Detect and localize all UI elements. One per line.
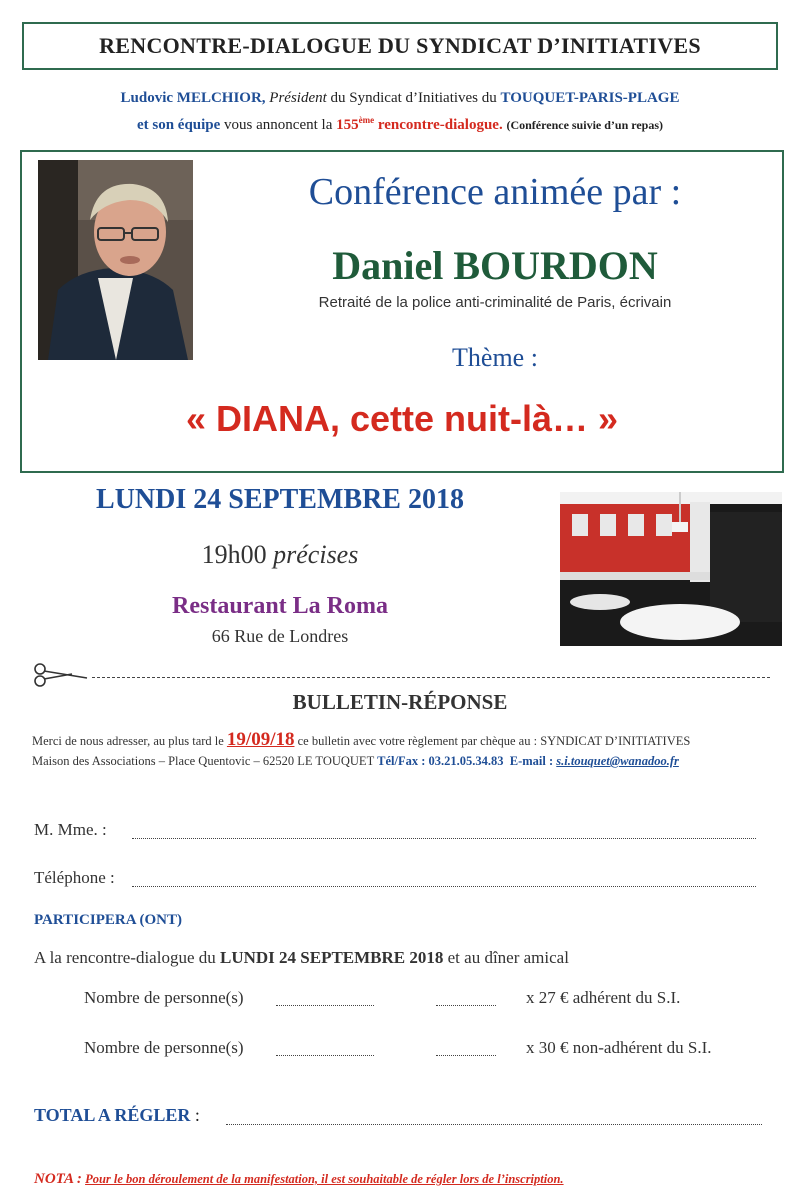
speaker-description: Retraité de la police anti-criminalité de Paris, écrivain [318,294,672,311]
row2-count-field[interactable] [276,1055,374,1056]
participation-line [34,948,569,968]
intro-mid: du Syndicat d’Initiatives du [330,90,497,106]
event-time: 19h00 [201,540,267,569]
name-label: M. Mme. : [34,820,107,839]
conference-heading: Conférence animée par : [308,171,682,213]
name-field[interactable] [132,838,756,839]
edition-number: 155 [336,117,359,133]
nota-text: Pour le bon déroulement de la manifestation, il est souhaitable de régler lors de l’inscription. [85,1172,564,1186]
header-title: RENCONTRE-DIALOGUE DU SYNDICAT D’INITIATIVES [99,33,701,58]
event-time-line [40,540,520,570]
row1-count-field[interactable] [276,1005,374,1006]
place-name: TOUQUET-PARIS-PLAGE [500,90,680,106]
theme-title: « DIANA, cette nuit-là… » [185,398,619,439]
participation-heading: PARTICIPERA (ONT) [34,912,182,928]
participation-date: LUNDI 24 SEPTEMBRE 2018 [220,948,444,967]
bulletin-line-2 [32,752,792,770]
bulletin-address: Maison des Associations – Place Quentovic – 62520 LE TOUQUET [32,754,374,768]
president-role: Président [269,90,327,106]
intro-mid-2: vous annoncent la [224,117,333,133]
team-text: et son équipe [136,117,221,133]
intro-line-1 [0,88,800,109]
bulletin-pre: Merci de nous adresser, au plus tard le [32,734,224,748]
email-label: E-mail : [509,754,554,768]
total-label: TOTAL A RÉGLER [34,1105,191,1125]
row2-amount-field[interactable] [436,1055,496,1056]
event-date: LUNDI 24 SEPTEMBRE 2018 [96,484,464,515]
row2-price: x 30 € non-adhérent du S.I. [526,1038,712,1057]
deadline-date: 19/09/18 [226,729,295,750]
restaurant-photo [560,492,782,646]
speaker-photo [38,160,193,360]
row1-label: Nombre de personne(s) [84,988,244,1007]
participation-post: et au dîner amical [447,948,569,967]
theme-label: Thème : [452,343,538,372]
phone-number: 03.21.05.34.83 [428,754,504,768]
row1-amount-field[interactable] [436,1005,496,1006]
header-banner [22,22,778,70]
venue-name: Restaurant La Roma [172,593,388,619]
total-field[interactable] [226,1124,762,1125]
total-line [34,1105,200,1126]
speaker-name: Daniel BOURDON [332,243,658,288]
bulletin-line-1 [32,730,792,751]
phone-label: Tél/Fax : [377,754,426,768]
bulletin-title: BULLETIN-RÉPONSE [292,690,508,714]
edition-suffix: ème [358,115,375,125]
event-type: rencontre-dialogue. [377,117,503,133]
total-colon: : [194,1105,200,1125]
scissors-icon [32,663,92,687]
venue-address: 66 Rue de Londres [211,626,349,646]
nota-line [34,1171,564,1188]
cut-line [92,677,770,678]
phone-field[interactable] [132,886,756,887]
president-name: Ludovic MELCHIOR, [120,90,266,106]
meal-note: (Conférence suivie d’un repas) [506,118,664,132]
bulletin-post: ce bulletin avec votre règlement par chèque au : SYNDICAT D’INITIATIVES [297,734,691,748]
phone-field-label: Téléphone : [34,868,115,887]
nota-label: NOTA : [34,1171,82,1187]
intro-line-2 [0,110,800,136]
row2-label: Nombre de personne(s) [84,1038,244,1057]
email-link[interactable]: s.i.touquet@wanadoo.fr [556,754,679,768]
participation-pre: A la rencontre-dialogue du [34,948,216,967]
row1-price: x 27 € adhérent du S.I. [526,988,681,1007]
event-time-suffix: précises [273,540,359,569]
